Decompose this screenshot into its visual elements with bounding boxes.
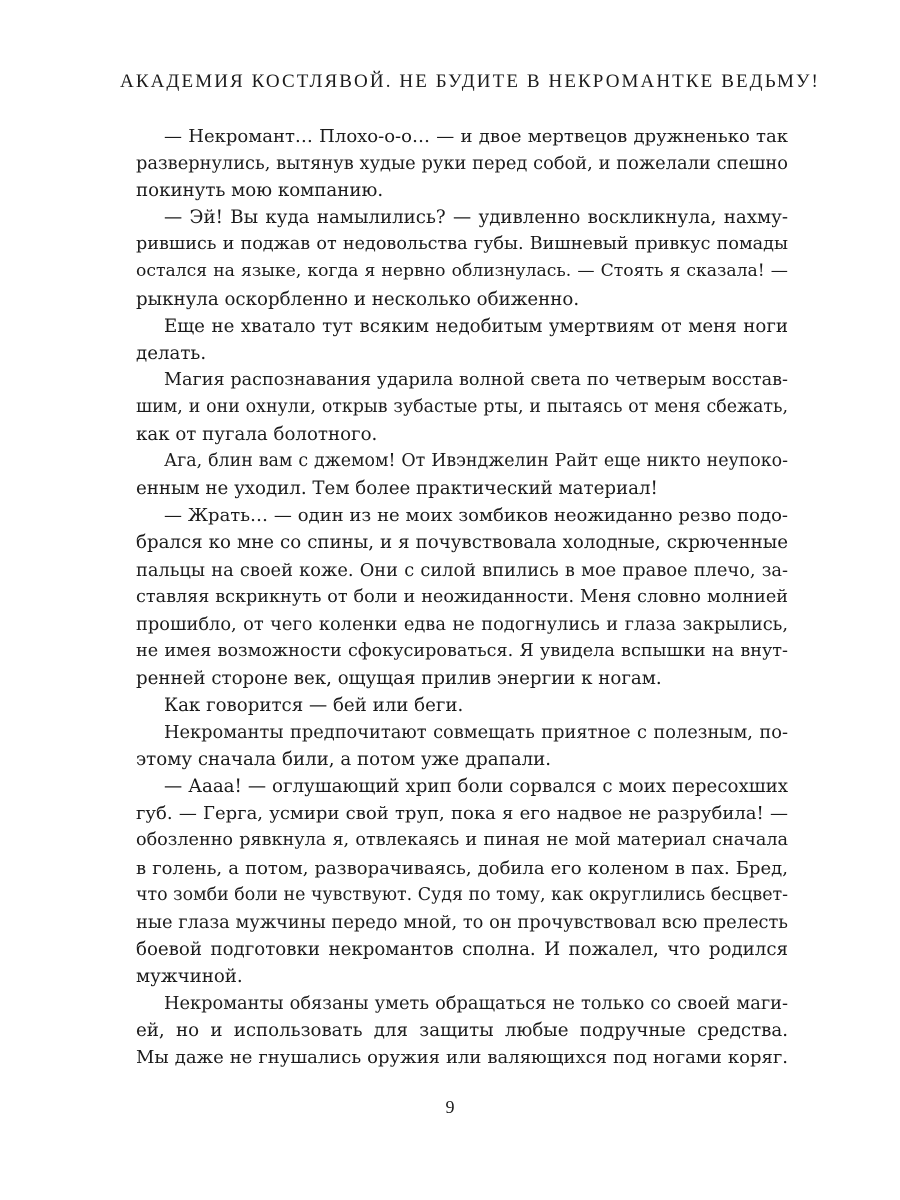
text-line: как от пугала болотного.	[136, 424, 378, 446]
text-line: мужчиной.	[136, 965, 243, 987]
text-line: покинуть мою компанию.	[136, 180, 384, 202]
text-line: ренней стороне век, ощущая прилив энергии к ногам.	[136, 667, 662, 689]
page-number: 9	[445, 1097, 455, 1117]
text-line: ставляя вскрикнуть от боли и неожиданности. Меня словно молнией	[136, 586, 788, 607]
text-line: — Эй! Вы куда намылились? — удивленно воскликнула, нахму-	[164, 207, 788, 229]
text-line: прошибло, от чего коленки едва не подогнулись и глаза закрылись,	[136, 613, 788, 635]
text-line: пальцы на своей коже. Они с силой впились в мое правое плечо, за-	[136, 559, 788, 581]
text-line: Еще не хватало тут всяким недобитым умертвиям от меня ноги	[164, 315, 788, 337]
text-line: Магия распознавания ударила волной света по четверым восстав-	[164, 369, 788, 390]
text-line: Как говорится — бей или беги.	[164, 694, 464, 716]
text-line: — Некромант… Плохо-о-о… — и двое мертвецов дружненько так	[164, 126, 788, 147]
text-line: рыкнула оскорбленно и несколько обиженно.	[136, 288, 580, 310]
text-line: ей, но и использовать для защиты любые подручные средства.	[136, 1020, 788, 1042]
text-line: губ. — Герга, усмири свой труп, пока я его надвое не разрубила! —	[136, 803, 788, 825]
text-line: этому сначала били, а потом уже драпали.	[136, 749, 552, 771]
text-line: — Жрать… — один из не моих зомбиков неожиданно резво подо-	[164, 505, 788, 527]
text-line: Мы даже не гнушались оружия или валяющихся под ногами коряг.	[136, 1047, 788, 1069]
text-line: Некроманты предпочитают совмещать приятное с полезным, по-	[164, 722, 788, 744]
text-line: брался ко мне со спины, и я почувствовала холодные, скрюченные	[136, 532, 788, 554]
text-line: не имея возможности сфокусироваться. Я увидела вспышки на внут-	[136, 640, 788, 661]
running-header-title: АКАДЕМИЯ КОСТЛЯВОЙ. НЕ БУДИТЕ В НЕКРОМАНТКЕ ВЕДЬМУ!	[120, 71, 820, 92]
text-line: остался на языке, когда я нервно облизнулась. — Стоять я сказала! —	[136, 261, 788, 282]
text-line: обозленно рявкнула я, отвлекаясь и пиная не мой материал сначала	[136, 830, 788, 851]
body-text	[136, 123, 788, 1071]
text-line: что зомби боли не чувствуют. Судя по тому, как округлились бесцвет-	[136, 884, 788, 905]
text-line: в голень, а потом, разворачиваясь, добила его коленом в пах. Бред,	[136, 857, 788, 879]
text-line: — Аааа! — оглушающий хрип боли сорвался с моих пересохших	[164, 776, 788, 798]
text-line: боевой подготовки некромантов сполна. И пожалел, что родился	[136, 938, 788, 960]
text-line: енным не уходил. Тем более практический материал!	[136, 478, 658, 500]
text-line: Ага, блин вам с джемом! От Ивэнджелин Райт еще никто неупоко-	[164, 451, 788, 472]
text-line: развернулись, вытянув худые руки перед собой, и пожелали спешно	[136, 153, 788, 175]
text-line: ные глаза мужчины передо мной, то он прочувствовал всю прелесть	[136, 911, 788, 933]
text-line: рившись и поджав от недовольства губы. Вишневый привкус помады	[136, 234, 788, 255]
text-line: Некроманты обязаны уметь обращаться не только со своей маги-	[164, 993, 788, 1014]
text-line: шим, и они охнули, открыв зубастые рты, и пытаясь от меня сбежать,	[136, 396, 788, 417]
text-line: делать.	[136, 342, 207, 364]
